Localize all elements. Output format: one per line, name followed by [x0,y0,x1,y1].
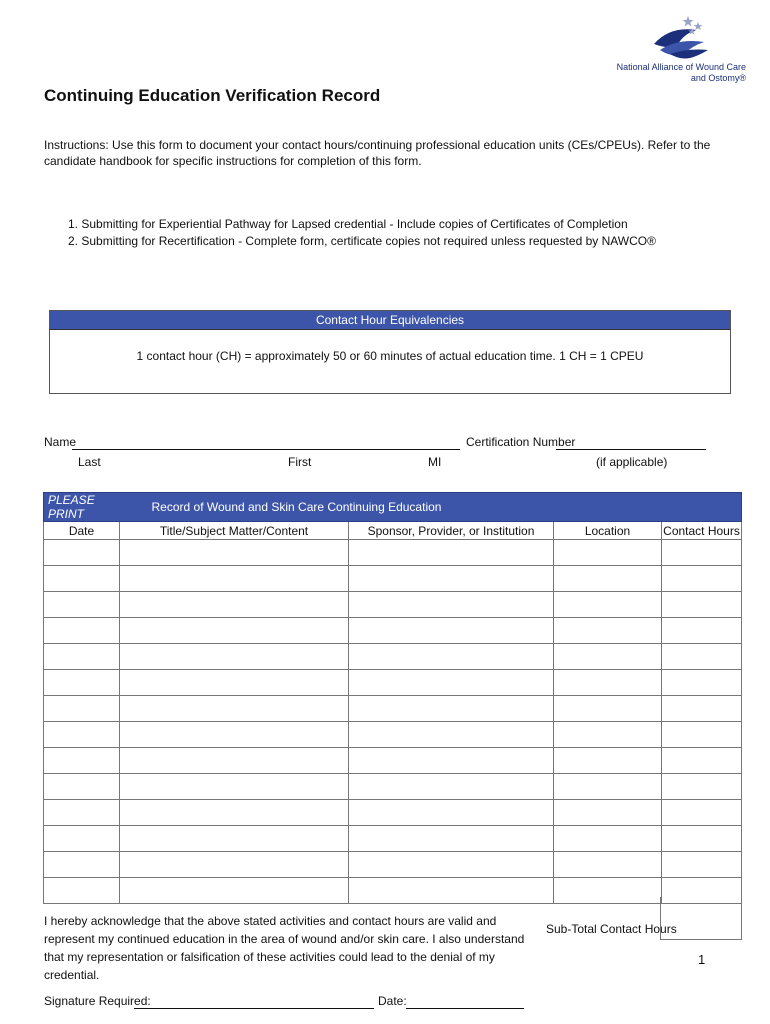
cell-contact-hours[interactable] [662,670,742,696]
cell-location[interactable] [554,644,662,670]
certification-number-label: Certification Number [466,435,576,449]
date-field[interactable] [406,1008,524,1009]
cell-sponsor[interactable] [349,540,554,566]
cell-location[interactable] [554,592,662,618]
cell-sponsor[interactable] [349,696,554,722]
cell-sponsor[interactable] [349,670,554,696]
column-header-title: Title/Subject Matter/Content [120,522,349,540]
cell-sponsor[interactable] [349,566,554,592]
cell-location[interactable] [554,670,662,696]
cell-contact-hours[interactable] [662,774,742,800]
org-name-line2: and Ostomy® [690,73,746,83]
cell-contact-hours[interactable] [662,592,742,618]
cell-date[interactable] [44,878,120,904]
cell-sponsor[interactable] [349,722,554,748]
cell-sponsor[interactable] [349,644,554,670]
cell-contact-hours[interactable] [662,852,742,878]
cell-date[interactable] [44,566,120,592]
cell-contact-hours[interactable] [662,696,742,722]
cell-sponsor[interactable] [349,800,554,826]
table-row [44,878,742,904]
cell-location[interactable] [554,722,662,748]
name-field[interactable] [72,449,460,450]
education-record-table [43,492,741,904]
cell-title[interactable] [120,878,349,904]
column-header-contact-hours: Contact Hours [663,523,740,538]
nawco-wave-stars-logo-icon [600,12,750,62]
cell-location[interactable] [554,696,662,722]
step-item: 1. Submitting for Experiential Pathway for Lapsed credential - Include copies of Certificates of Completion [68,217,628,231]
cell-sponsor[interactable] [349,618,554,644]
cell-contact-hours[interactable] [662,826,742,852]
cell-sponsor[interactable] [349,748,554,774]
cell-contact-hours[interactable] [662,722,742,748]
table-row [44,774,742,800]
cell-date[interactable] [44,774,120,800]
cell-date[interactable] [44,644,120,670]
cell-location[interactable] [554,618,662,644]
cell-location[interactable] [554,566,662,592]
cell-sponsor[interactable] [349,592,554,618]
date-label: Date: [378,994,407,1008]
cell-contact-hours[interactable] [662,566,742,592]
table-row [44,592,742,618]
cell-contact-hours[interactable] [662,644,742,670]
equivalencies-text: 1 contact hour (CH) = approximately 50 or 60 minutes of actual education time. 1 CH = 1 CPEU [136,349,644,363]
cell-location[interactable] [554,878,662,904]
cell-location[interactable] [554,826,662,852]
cell-location[interactable] [554,800,662,826]
first-name-caption: First [288,455,312,469]
cell-title[interactable] [120,774,349,800]
cell-date[interactable] [44,852,120,878]
cell-contact-hours[interactable] [662,618,742,644]
cell-title[interactable] [120,826,349,852]
last-name-caption: Last [78,455,101,469]
cell-location[interactable] [554,540,662,566]
cell-title[interactable] [120,566,349,592]
cell-title[interactable] [120,800,349,826]
cell-location[interactable] [554,852,662,878]
certification-number-field[interactable] [556,449,706,450]
table-row [44,800,742,826]
cell-title[interactable] [120,670,349,696]
subtotal-field[interactable] [660,897,742,940]
cell-contact-hours[interactable] [662,800,742,826]
table-row [44,540,742,566]
cell-title[interactable] [120,852,349,878]
cell-title[interactable] [120,696,349,722]
cell-date[interactable] [44,696,120,722]
cell-date[interactable] [44,618,120,644]
column-header-date: Date [44,522,120,540]
table-row [44,722,742,748]
name-label: Name [44,435,77,449]
cell-date[interactable] [44,800,120,826]
cell-location[interactable] [554,774,662,800]
org-name [596,62,746,84]
cell-date[interactable] [44,826,120,852]
page-number: 1 [698,952,706,967]
cell-date[interactable] [44,748,120,774]
table-row [44,566,742,592]
cell-date[interactable] [44,722,120,748]
table-row [44,696,742,722]
table-row [44,826,742,852]
subtotal-label: Sub-Total Contact Hours [546,922,677,936]
please-print-label: PLEASE PRINT [44,493,120,522]
table-row [44,670,742,696]
cell-date[interactable] [44,670,120,696]
contact-hour-equivalencies-box [49,310,731,394]
cell-title[interactable] [120,748,349,774]
cell-sponsor[interactable] [349,878,554,904]
table-row [44,748,742,774]
cell-location[interactable] [554,748,662,774]
cell-title[interactable] [120,592,349,618]
table-row [44,618,742,644]
cell-title[interactable] [120,722,349,748]
steps-list [68,216,656,250]
table-row [44,852,742,878]
cell-contact-hours[interactable] [662,540,742,566]
signature-label: Signature Required: [44,994,151,1008]
cell-date[interactable] [44,540,120,566]
table-row [44,644,742,670]
column-header-location: Location [554,522,662,540]
cell-sponsor[interactable] [349,826,554,852]
acknowledgement-text: I hereby acknowledge that the above stated activities and contact hours are valid and represent my continued education in the area of wound and/or skin care. I also understand that my representation or falsification of these activities could lead to the denial of my credential. [44,914,525,982]
cell-sponsor[interactable] [349,852,554,878]
middle-initial-caption: MI [428,455,442,469]
cell-date[interactable] [44,592,120,618]
page-title: Continuing Education Verification Record [44,86,381,105]
signature-field[interactable] [134,1008,374,1009]
cell-contact-hours[interactable] [662,748,742,774]
column-header-sponsor: Sponsor, Provider, or Institution [349,522,554,540]
cell-title[interactable] [120,644,349,670]
cell-title[interactable] [120,618,349,644]
step-item: 2. Submitting for Recertification - Complete form, certificate copies not required unless requested by NAWCO® [68,234,656,248]
if-applicable-caption: (if applicable) [596,455,668,469]
cell-sponsor[interactable] [349,774,554,800]
cell-title[interactable] [120,540,349,566]
instructions-text: Instructions: Use this form to document your contact hours/continuing professional education units (CEs/CPEUs). Refer to the candidate handbook for specific instructions for completion of this form. [44,138,711,168]
org-name-line1: National Alliance of Wound Care [616,62,746,72]
record-table-title: Record of Wound and Skin Care Continuing Education [120,493,742,522]
equivalencies-header: Contact Hour Equivalencies [50,311,730,330]
